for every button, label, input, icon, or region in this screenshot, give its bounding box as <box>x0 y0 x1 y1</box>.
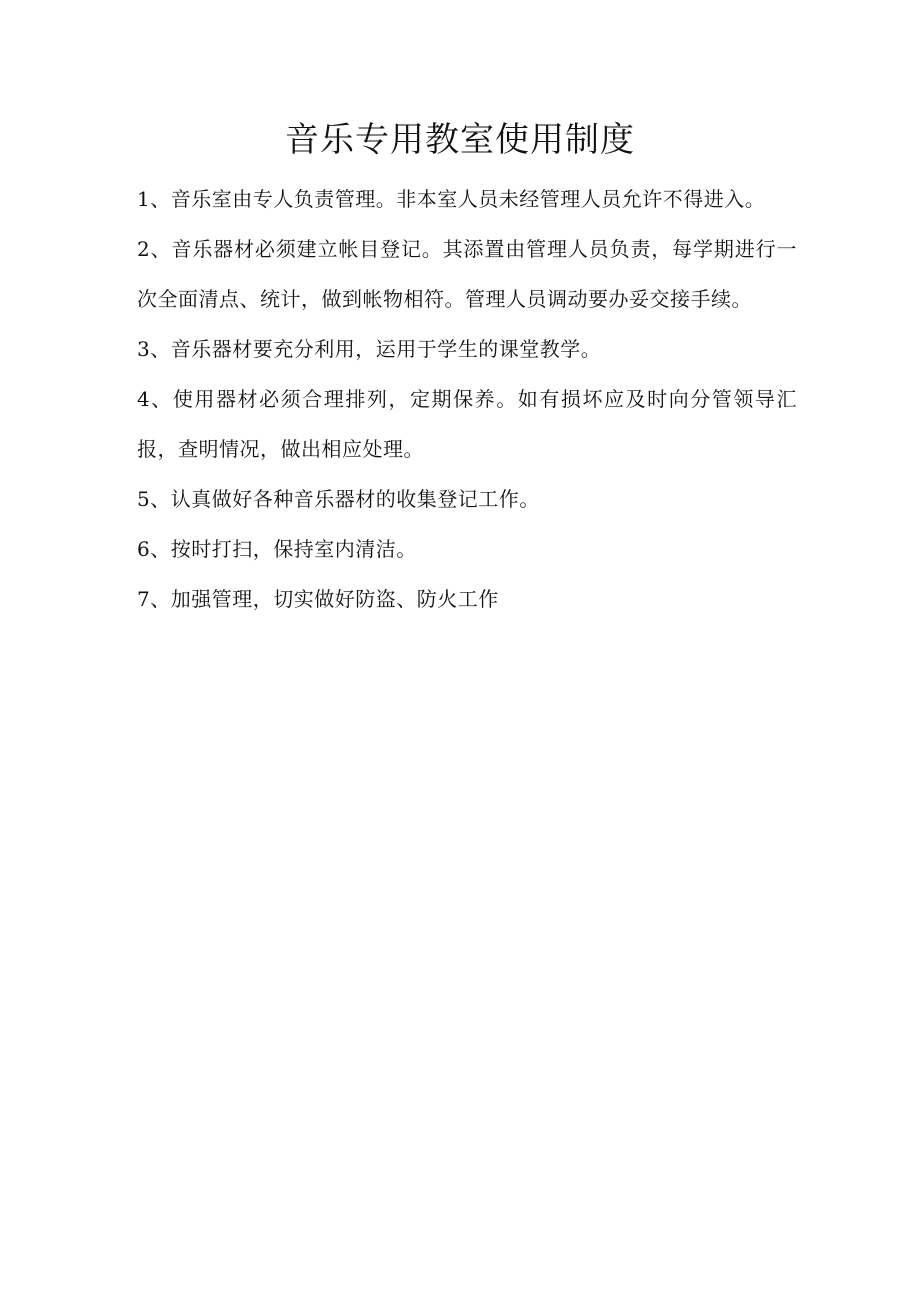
rule-item: 4、使用器材必须合理排列，定期保养。如有损坏应及时向分管领导汇报，查明情况，做出相应处理。 <box>137 387 797 461</box>
rule-item: 3、音乐器材要充分利用，运用于学生的课堂教学。 <box>137 337 602 361</box>
rule-item: 1、音乐室由专人负责管理。非本室人员未经管理人员允许不得进入。 <box>137 187 766 211</box>
rule-item: 2、音乐器材必须建立帐目登记。其添置由管理人员负责，每学期进行一次全面清点、统计，做到帐物相符。管理人员调动要办妥交接手续。 <box>137 237 797 311</box>
document-title: 音乐专用教室使用制度 <box>285 120 635 160</box>
rule-item: 6、按时打扫，保持室内清洁。 <box>137 537 417 561</box>
rule-item: 7、加强管理，切实做好防盗、防火工作 <box>137 587 499 611</box>
rule-item: 5、认真做好各种音乐器材的收集登记工作。 <box>137 487 540 511</box>
rules-list <box>137 174 797 624</box>
